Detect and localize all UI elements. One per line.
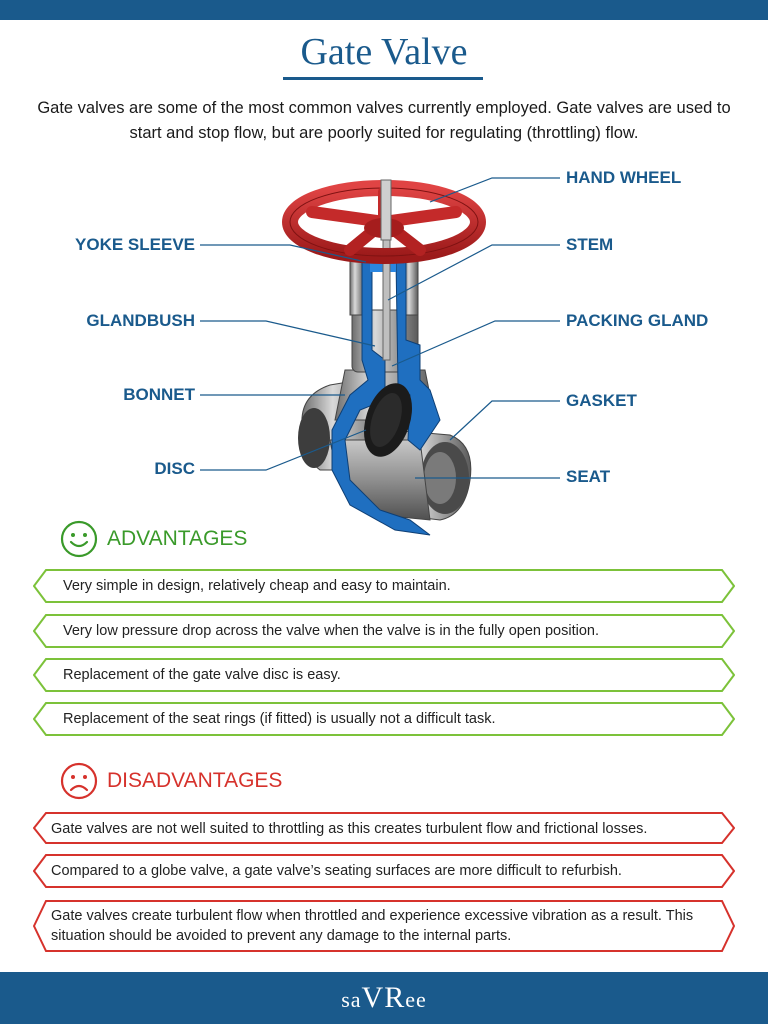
smiley-face-icon (60, 520, 98, 558)
disadvantage-item (33, 812, 735, 846)
label-hand-wheel: HAND WHEEL (566, 168, 682, 187)
label-disc: DISC (154, 459, 195, 478)
page-title: Gate Valve (300, 31, 468, 73)
footer-bar (0, 972, 768, 1024)
label-seat: SEAT (566, 467, 611, 486)
savree-logo: saVRee (341, 981, 427, 1014)
disadvantage-item (33, 900, 735, 952)
advantage-text: Replacement of the seat rings (if fitted) is usually not a difficult task. (63, 711, 496, 727)
advantages-heading: ADVANTAGES (107, 527, 248, 550)
disadvantage-item (33, 854, 735, 888)
label-gasket: GASKET (566, 391, 637, 410)
disadvantages-heading: DISADVANTAGES (107, 769, 283, 792)
disadvantage-text: Compared to a globe valve, a gate valve’s seating surfaces are more difficult to refurbish. (51, 863, 622, 879)
label-packing-gland: PACKING GLAND (566, 311, 709, 330)
top-bar (0, 0, 768, 20)
advantage-item (33, 614, 735, 648)
gate-valve-diagram (0, 160, 768, 540)
advantage-item (33, 702, 735, 736)
label-bonnet: BONNET (123, 385, 195, 404)
advantage-text: Very simple in design, relatively cheap and easy to maintain. (63, 578, 451, 594)
title-underline (283, 77, 483, 80)
sad-face-icon (60, 762, 98, 800)
advantage-item (33, 658, 735, 692)
label-glandbush: GLANDBUSH (86, 311, 195, 330)
intro-paragraph: Gate valves are some of the most common valves currently employed. Gate valves are used to start and stop flow, but are poorly suited for regulating (throttling) flow. (37, 99, 731, 142)
disadvantage-text: Gate valves are not well suited to throttling as this creates turbulent flow and frictional losses. (51, 821, 648, 837)
label-yoke-sleeve: YOKE SLEEVE (75, 235, 195, 254)
advantage-text: Replacement of the gate valve disc is easy. (63, 667, 341, 683)
label-stem: STEM (566, 235, 614, 254)
disadvantage-text: Gate valves create turbulent flow when throttled and experience excessive vibration as a result. This situation should be avoided to prevent any damage to the internal parts. (51, 908, 694, 944)
advantage-item (33, 569, 735, 603)
advantage-text: Very low pressure drop across the valve when the valve is in the fully open position. (63, 623, 599, 639)
